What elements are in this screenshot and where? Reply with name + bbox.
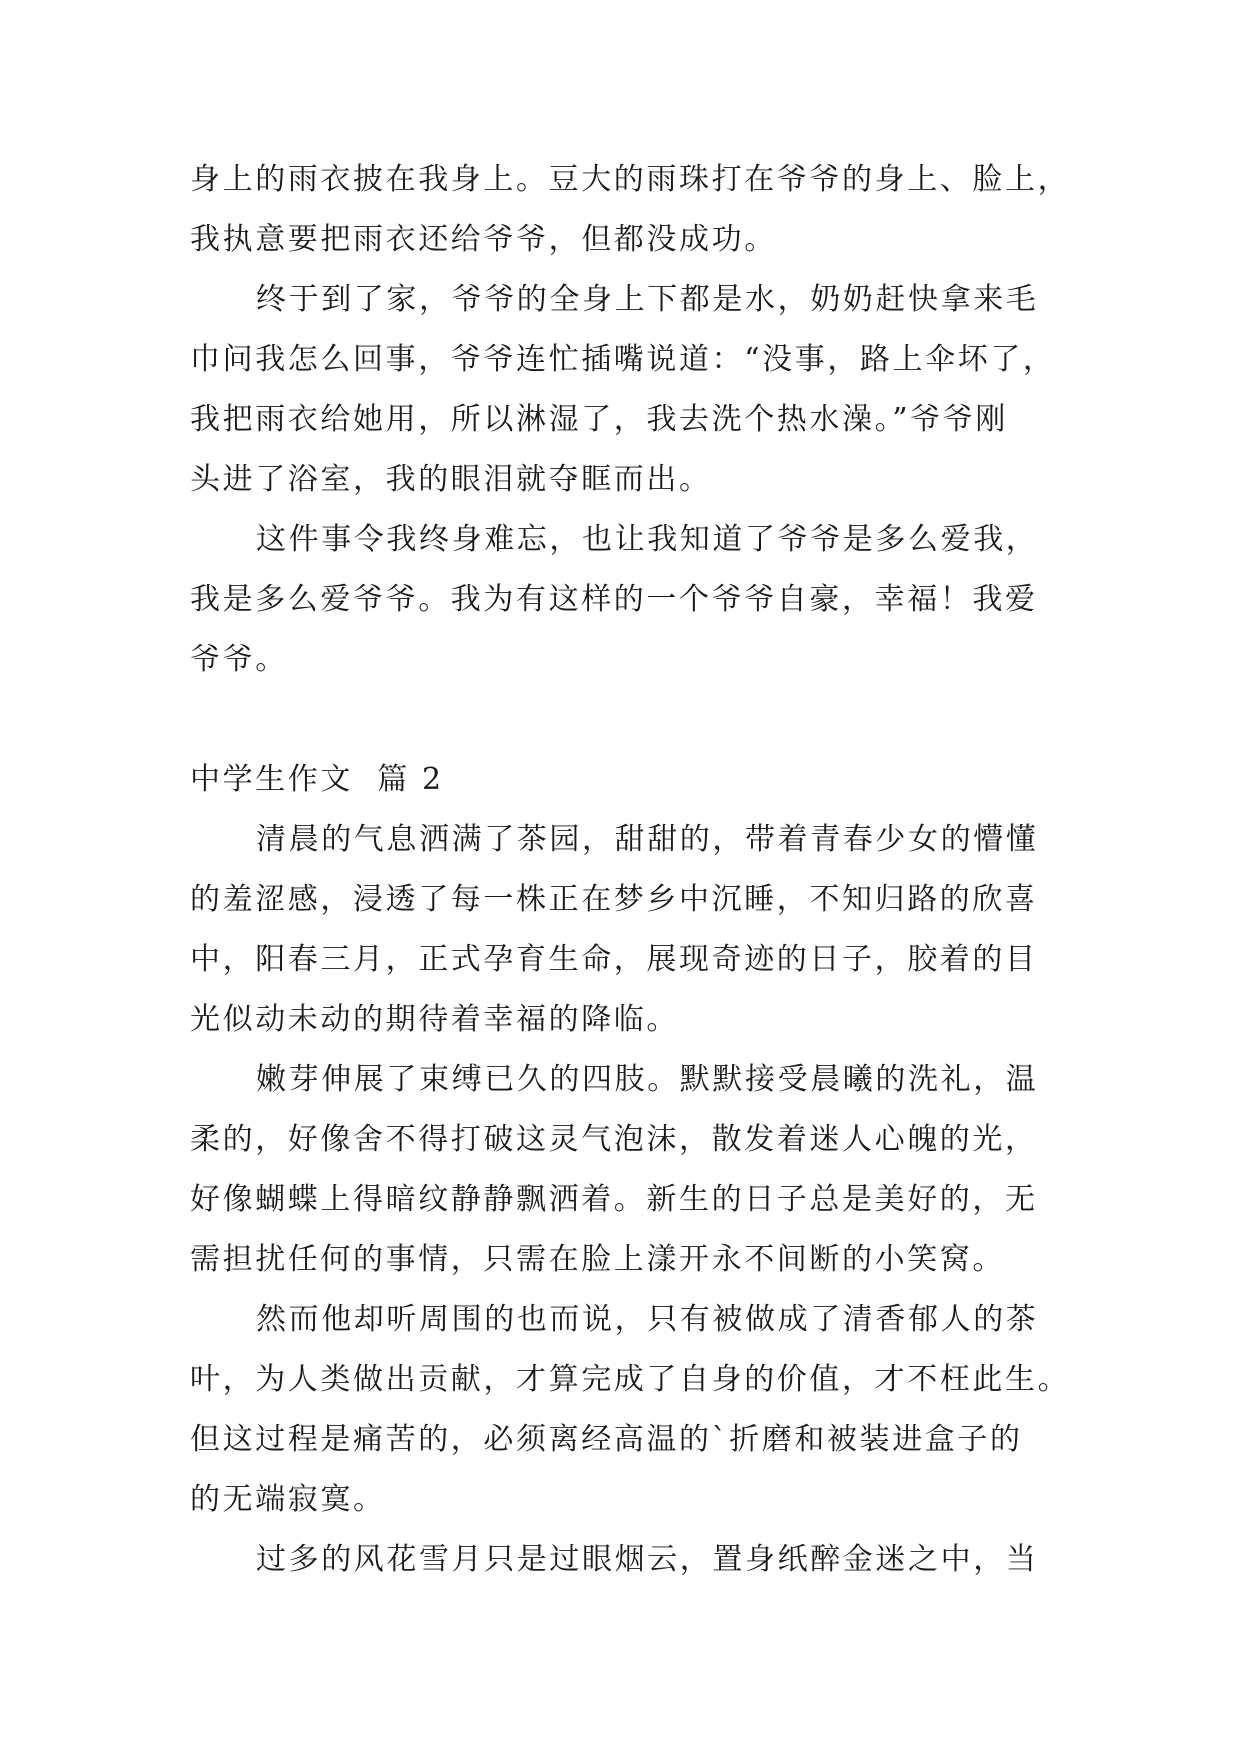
paragraph-love xyxy=(190,510,1050,690)
paragraph-home xyxy=(190,270,1056,510)
text-line: 叶，为人类做出贡献，才算完成了自身的价值，才不枉此生。 xyxy=(190,1362,1071,1397)
text-line: 的无端寂寞。 xyxy=(190,1482,386,1517)
text-line: 这件事令我终身难忘，也让我知道了爷爷是多么爱我， xyxy=(256,522,1039,557)
paragraph-morning xyxy=(190,810,1050,1050)
text-line: 终于到了家，爷爷的全身上下都是水，奶奶赶快拿来毛 xyxy=(256,282,1039,317)
text-line: 头进了浴室，我的眼泪就夺眶而出。 xyxy=(190,462,712,497)
text-line: 需担扰任何的事情，只需在脸上漾开永不间断的小笑窝。 xyxy=(190,1242,1005,1277)
text-line: 我执意要把雨衣还给爷爷，但都没成功。 xyxy=(190,222,777,257)
text-line: 中，阳春三月，正式孕育生命，展现奇迹的日子，胶着的目 xyxy=(190,942,1038,977)
text-line: 的羞涩感，浸透了每一株正在梦乡中沉睡，不知归路的欣喜 xyxy=(190,882,1038,917)
section-gap xyxy=(190,690,1050,750)
text-line: 爷爷。 xyxy=(190,642,288,677)
paragraph-last xyxy=(190,1530,1050,1590)
paragraph-sprout xyxy=(190,1050,1050,1290)
text-line: 嫩芽伸展了束缚已久的四肢。默默接受晨曦的洗礼，温 xyxy=(256,1062,1039,1097)
text-line: 但这过程是痛苦的，必须离经高温的`折磨和被装进盒子的 xyxy=(190,1422,1023,1457)
section-heading: 中学生作文 篇 2 xyxy=(190,762,444,797)
paragraph-tea xyxy=(190,1290,1071,1530)
text-line: 身上的雨衣披在我身上。豆大的雨珠打在爷爷的身上、脸上， xyxy=(190,162,1071,197)
text-line: 清晨的气息洒满了茶园，甜甜的，带着青春少女的懵懂 xyxy=(256,822,1039,857)
text-line: 巾问我怎么回事，爷爷连忙插嘴说道：“没事，路上伞坏了， xyxy=(190,342,1056,377)
text-line: 过多的风花雪月只是过眼烟云，置身纸醉金迷之中，当 xyxy=(256,1542,1039,1577)
document-page xyxy=(190,150,1071,1590)
text-line: 然而他却听周围的也而说，只有被做成了清香郁人的茶 xyxy=(256,1302,1039,1337)
text-line: 柔的，好像舍不得打破这灵气泡沫，散发着迷人心魄的光， xyxy=(190,1122,1038,1157)
text-line: 我是多么爱爷爷。我为有这样的一个爷爷自豪，幸福！我爱 xyxy=(190,582,1038,617)
text-line: 好像蝴蝶上得暗纹静静飘洒着。新生的日子总是美好的，无 xyxy=(190,1182,1038,1217)
text-line: 我把雨衣给她用，所以淋湿了，我去洗个热水澡。”爷爷刚 xyxy=(190,402,1008,437)
paragraph-raincoat xyxy=(190,150,1071,270)
text-line: 光似动未动的期待着幸福的降临。 xyxy=(190,1002,679,1037)
